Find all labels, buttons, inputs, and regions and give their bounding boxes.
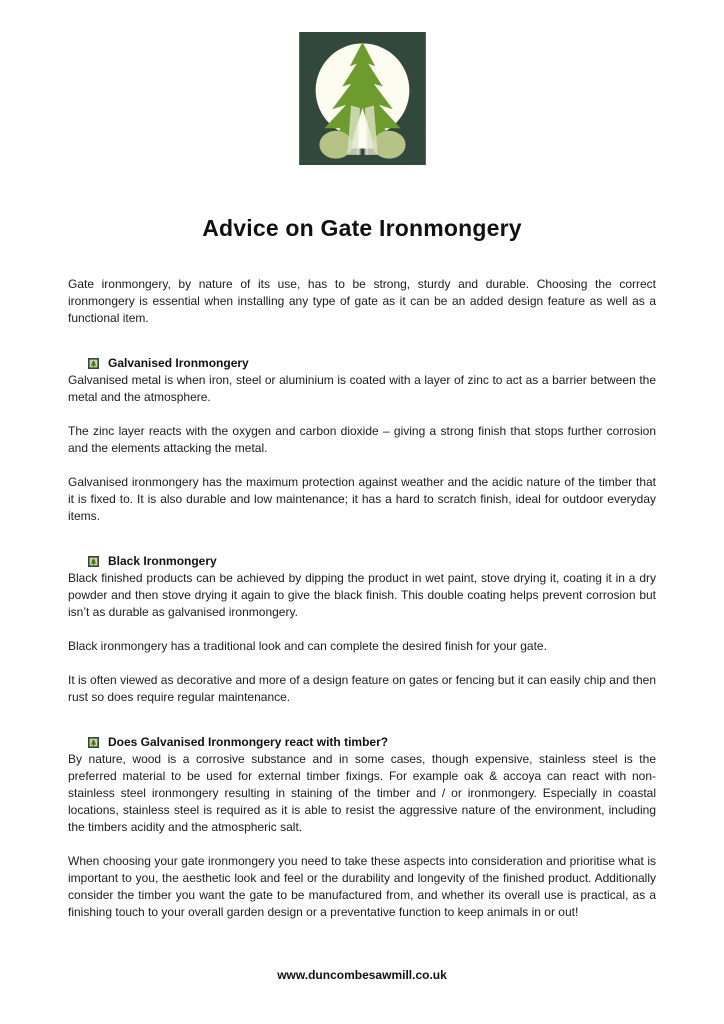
paragraph: Black ironmongery has a traditional look and can complete the desired finish for your gate. xyxy=(68,639,547,653)
section-heading xyxy=(68,355,656,372)
section-heading xyxy=(68,734,656,751)
page-title: Advice on Gate Ironmongery xyxy=(202,215,522,241)
tree-bullet-icon xyxy=(88,737,99,748)
tree-bullet-icon xyxy=(88,358,99,369)
pine-tree-logo xyxy=(299,32,426,165)
intro-paragraph: Gate ironmongery, by nature of its use, has to be strong, sturdy and durable. Choosing the correct ironmongery is essential when installing any type of gate as it can be an added design feature as well as a functional item. xyxy=(68,277,656,325)
section-galvanised-ironmongery xyxy=(68,355,656,525)
section-heading-label: Does Galvanised Ironmongery react with timber? xyxy=(108,735,389,749)
footer-website-url: www.duncombesawmill.co.uk xyxy=(277,968,447,982)
document-body xyxy=(68,276,656,921)
paragraph: By nature, wood is a corrosive substance and in some cases, though expensive, stainless steel is the preferred material to be used for external timber fixings. For example oak & accoya can react with non-stainless steel ironmongery resulting in staining of the timber and / or ironmongery. Especially in coastal locations, stainless steel is required as it is able to resist the aggressive nature of the environment, including the timbers acidity and the atmospheric salt. xyxy=(68,752,656,834)
paragraph: Galvanised metal is when iron, steel or aluminium is coated with a layer of zinc to act as a barrier between the metal and the atmosphere. xyxy=(68,373,656,404)
tree-bullet-icon xyxy=(88,556,99,567)
paragraph: When choosing your gate ironmongery you need to take these aspects into consideration and prioritise what is important to you, the aesthetic look and feel or the durability and longevity of the finished product. Additionally consider the timber you want the gate to be manufactured from, and whether its overall use is practical, as a finishing touch to your overall garden design or a preventative function to keep animals in or out! xyxy=(68,854,656,919)
section-heading-label: Galvanised Ironmongery xyxy=(108,356,249,370)
section-react-with-timber xyxy=(68,734,656,921)
paragraph: The zinc layer reacts with the oxygen and carbon dioxide – giving a strong finish that stops further corrosion and the elements attacking the metal. xyxy=(68,424,656,455)
section-heading-label: Black Ironmongery xyxy=(108,554,217,568)
paragraph: Black finished products can be achieved by dipping the product in wet paint, stove drying it, coating it in a dry powder and then stove drying it again to give the black finish. This double coating helps prevent corrosion but isn’t as durable as galvanised ironmongery. xyxy=(68,571,656,619)
paragraph: Galvanised ironmongery has the maximum protection against weather and the acidic nature of the timber that it is fixed to. It is also durable and low maintenance; it has a hard to scratch finish, ideal for outdoor everyday items. xyxy=(68,475,656,523)
paragraph: It is often viewed as decorative and more of a design feature on gates or fencing but it can easily chip and then rust so does require regular maintenance. xyxy=(68,673,656,704)
section-black-ironmongery xyxy=(68,553,656,706)
section-heading xyxy=(68,553,656,570)
